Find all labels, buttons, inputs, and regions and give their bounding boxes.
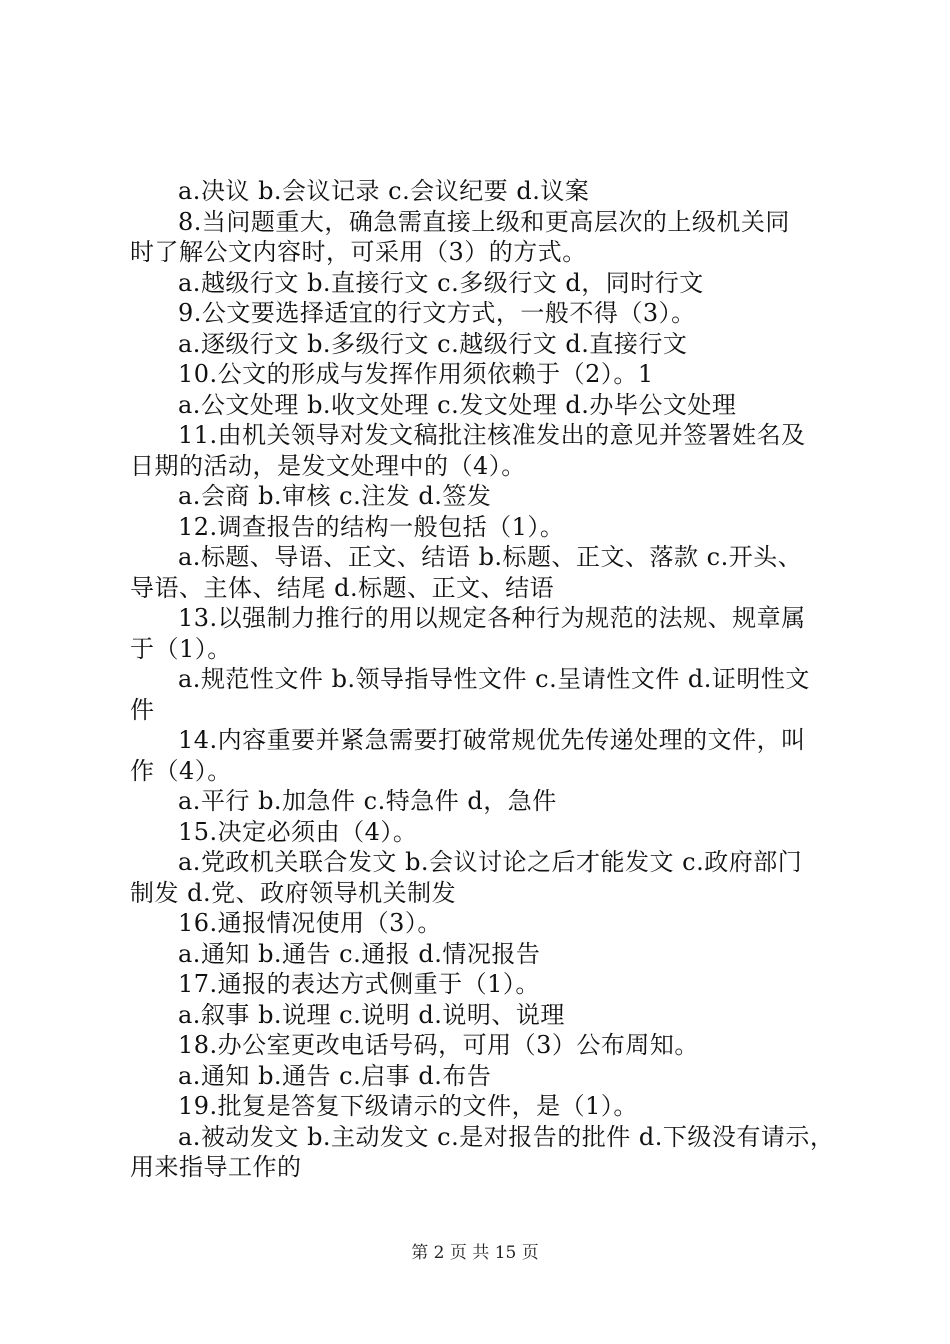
text-line: 用来指导工作的	[130, 1153, 302, 1181]
text-line: a.决议 b.会议记录 c.会议纪要 d.议案	[178, 177, 590, 205]
text-line: a.规范性文件 b.领导指导性文件 c.呈请性文件 d.证明性文	[178, 665, 810, 693]
text-line: a.公文处理 b.收文处理 c.发文处理 d.办毕公文处理	[178, 390, 737, 419]
text-line: a.越级行文 b.直接行文 c.多级行文 d，同时行文	[178, 268, 704, 297]
text-line: 14.内容重要并紧急需要打破常规优先传递处理的文件，叫	[178, 726, 806, 754]
text-line: 导语、主体、结尾 d.标题、正文、结语	[130, 573, 555, 602]
text-line: 13.以强制力推行的用以规定各种行为规范的法规、规章属	[178, 604, 806, 632]
text-line: 制发 d.党、政府领导机关制发	[130, 878, 457, 907]
text-line: 11.由机关领导对发文稿批注核准发出的意见并签署姓名及	[178, 421, 806, 449]
text-line: 15.决定必须由（4）。	[178, 817, 418, 846]
text-line: a.标题、导语、正文、结语 b.标题、正文、落款 c.开头、	[178, 543, 803, 571]
text-line: 件	[130, 695, 155, 724]
text-line: 19.批复是答复下级请示的文件，是（1）。	[178, 1092, 638, 1120]
text-line: a.会商 b.审核 c.注发 d.签发	[178, 482, 492, 510]
text-line: a.叙事 b.说理 c.说明 d.说明、说理	[178, 1000, 565, 1029]
text-line: a.通知 b.通告 c.通报 d.情况报告	[178, 939, 541, 968]
text-line: 12.调查报告的结构一般包括（1）。	[178, 512, 565, 541]
text-line: 日期的活动，是发文处理中的（4）。	[130, 451, 526, 480]
text-line: 17.通报的表达方式侧重于（1）。	[178, 970, 540, 998]
text-line: 于（1）。	[130, 634, 232, 663]
page-footer: 第 2 页 共 15 页	[411, 1243, 539, 1263]
text-line: a.平行 b.加急件 c.特急件 d，急件	[178, 787, 557, 815]
text-line: 10.公文的形成与发挥作用须依赖于（2）。1	[178, 360, 654, 388]
text-line: a.逐级行文 b.多级行文 c.越级行文 d.直接行文	[178, 329, 688, 358]
document-body	[130, 176, 835, 1183]
text-line: 时了解公文内容时，可采用（3）的方式。	[130, 238, 587, 266]
text-line: 9.公文要选择适宜的行文方式，一般不得（3）。	[178, 299, 696, 327]
text-line: a.被动发文 b.主动发文 c.是对报告的批件 d.下级没有请示，	[178, 1122, 835, 1151]
text-line: 8.当问题重大，确急需直接上级和更高层次的上级机关同	[178, 207, 790, 236]
text-line: 18.办公室更改电话号码，可用（3）公布周知。	[178, 1031, 699, 1059]
text-line: 16.通报情况使用（3）。	[178, 909, 442, 937]
text-line: a.通知 b.通告 c.启事 d.布告	[178, 1061, 492, 1090]
text-line: 作（4）。	[130, 756, 232, 785]
text-line: a.党政机关联合发文 b.会议讨论之后才能发文 c.政府部门	[178, 848, 803, 876]
